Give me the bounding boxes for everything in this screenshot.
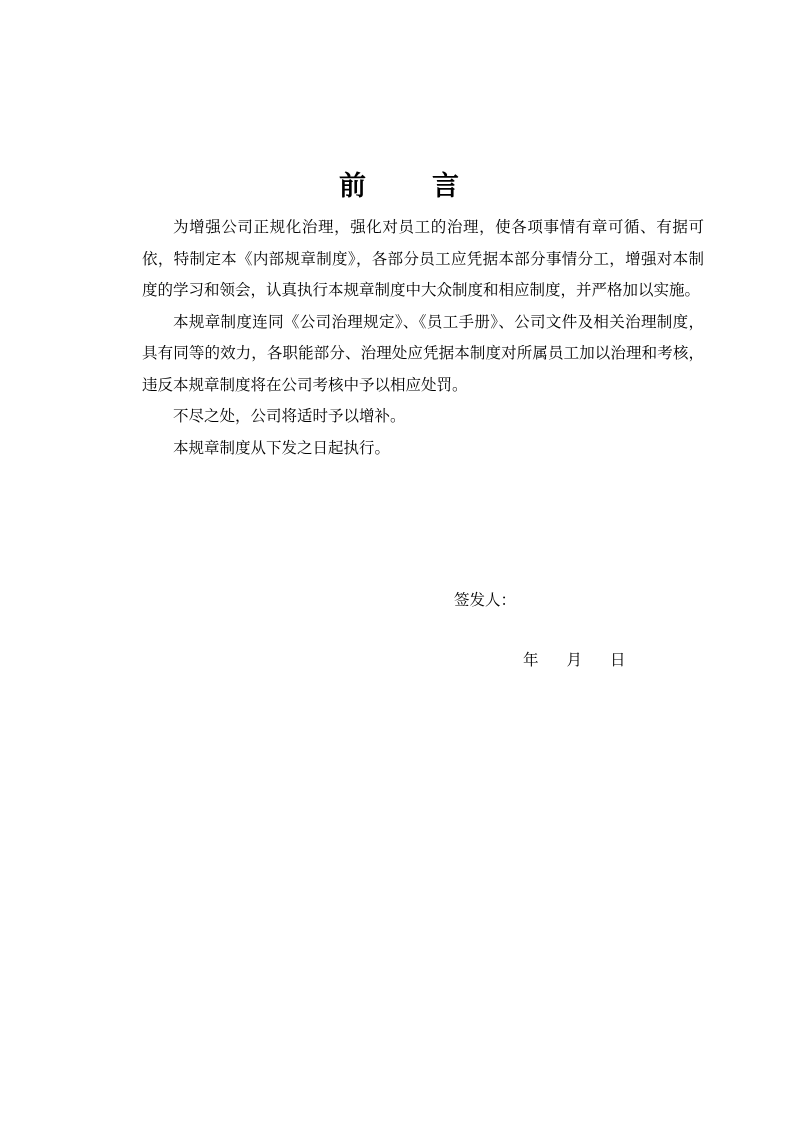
- paragraph-2: 本规章制度连同《公司治理规定》、《员工手册》、公司文件及相关治理制度，具有同等的效力，各职能部分、治理处应凭据本制度对所属员工加以治理和考核，违反本规章制度将在公司考核中予以相应处罚。: [142, 312, 704, 394]
- date-line: [523, 648, 626, 670]
- preface-body: [142, 212, 704, 464]
- page-title: [0, 164, 800, 203]
- paragraph-1: 为增强公司正规化治理，强化对员工的治理，使各项事情有章可循、有据可依，特制定本《内部规章制度》，各部分员工应凭据本部分事情分工，增强对本制度的学习和领会，认真执行本规章制度中大众制度和相应制度，并严格加以实施。: [142, 218, 704, 299]
- date-month: 月: [566, 651, 583, 669]
- signer-label: 签发人：: [454, 591, 517, 609]
- date-day: 日: [610, 651, 626, 669]
- paragraph-4: 本规章制度从下发之日起执行。: [173, 438, 391, 457]
- title-char-1: 前: [339, 171, 368, 202]
- date-year: 年: [523, 651, 539, 669]
- title-char-2: 言: [432, 171, 461, 202]
- paragraph-3: 不尽之处，公司将适时予以增补。: [173, 407, 406, 425]
